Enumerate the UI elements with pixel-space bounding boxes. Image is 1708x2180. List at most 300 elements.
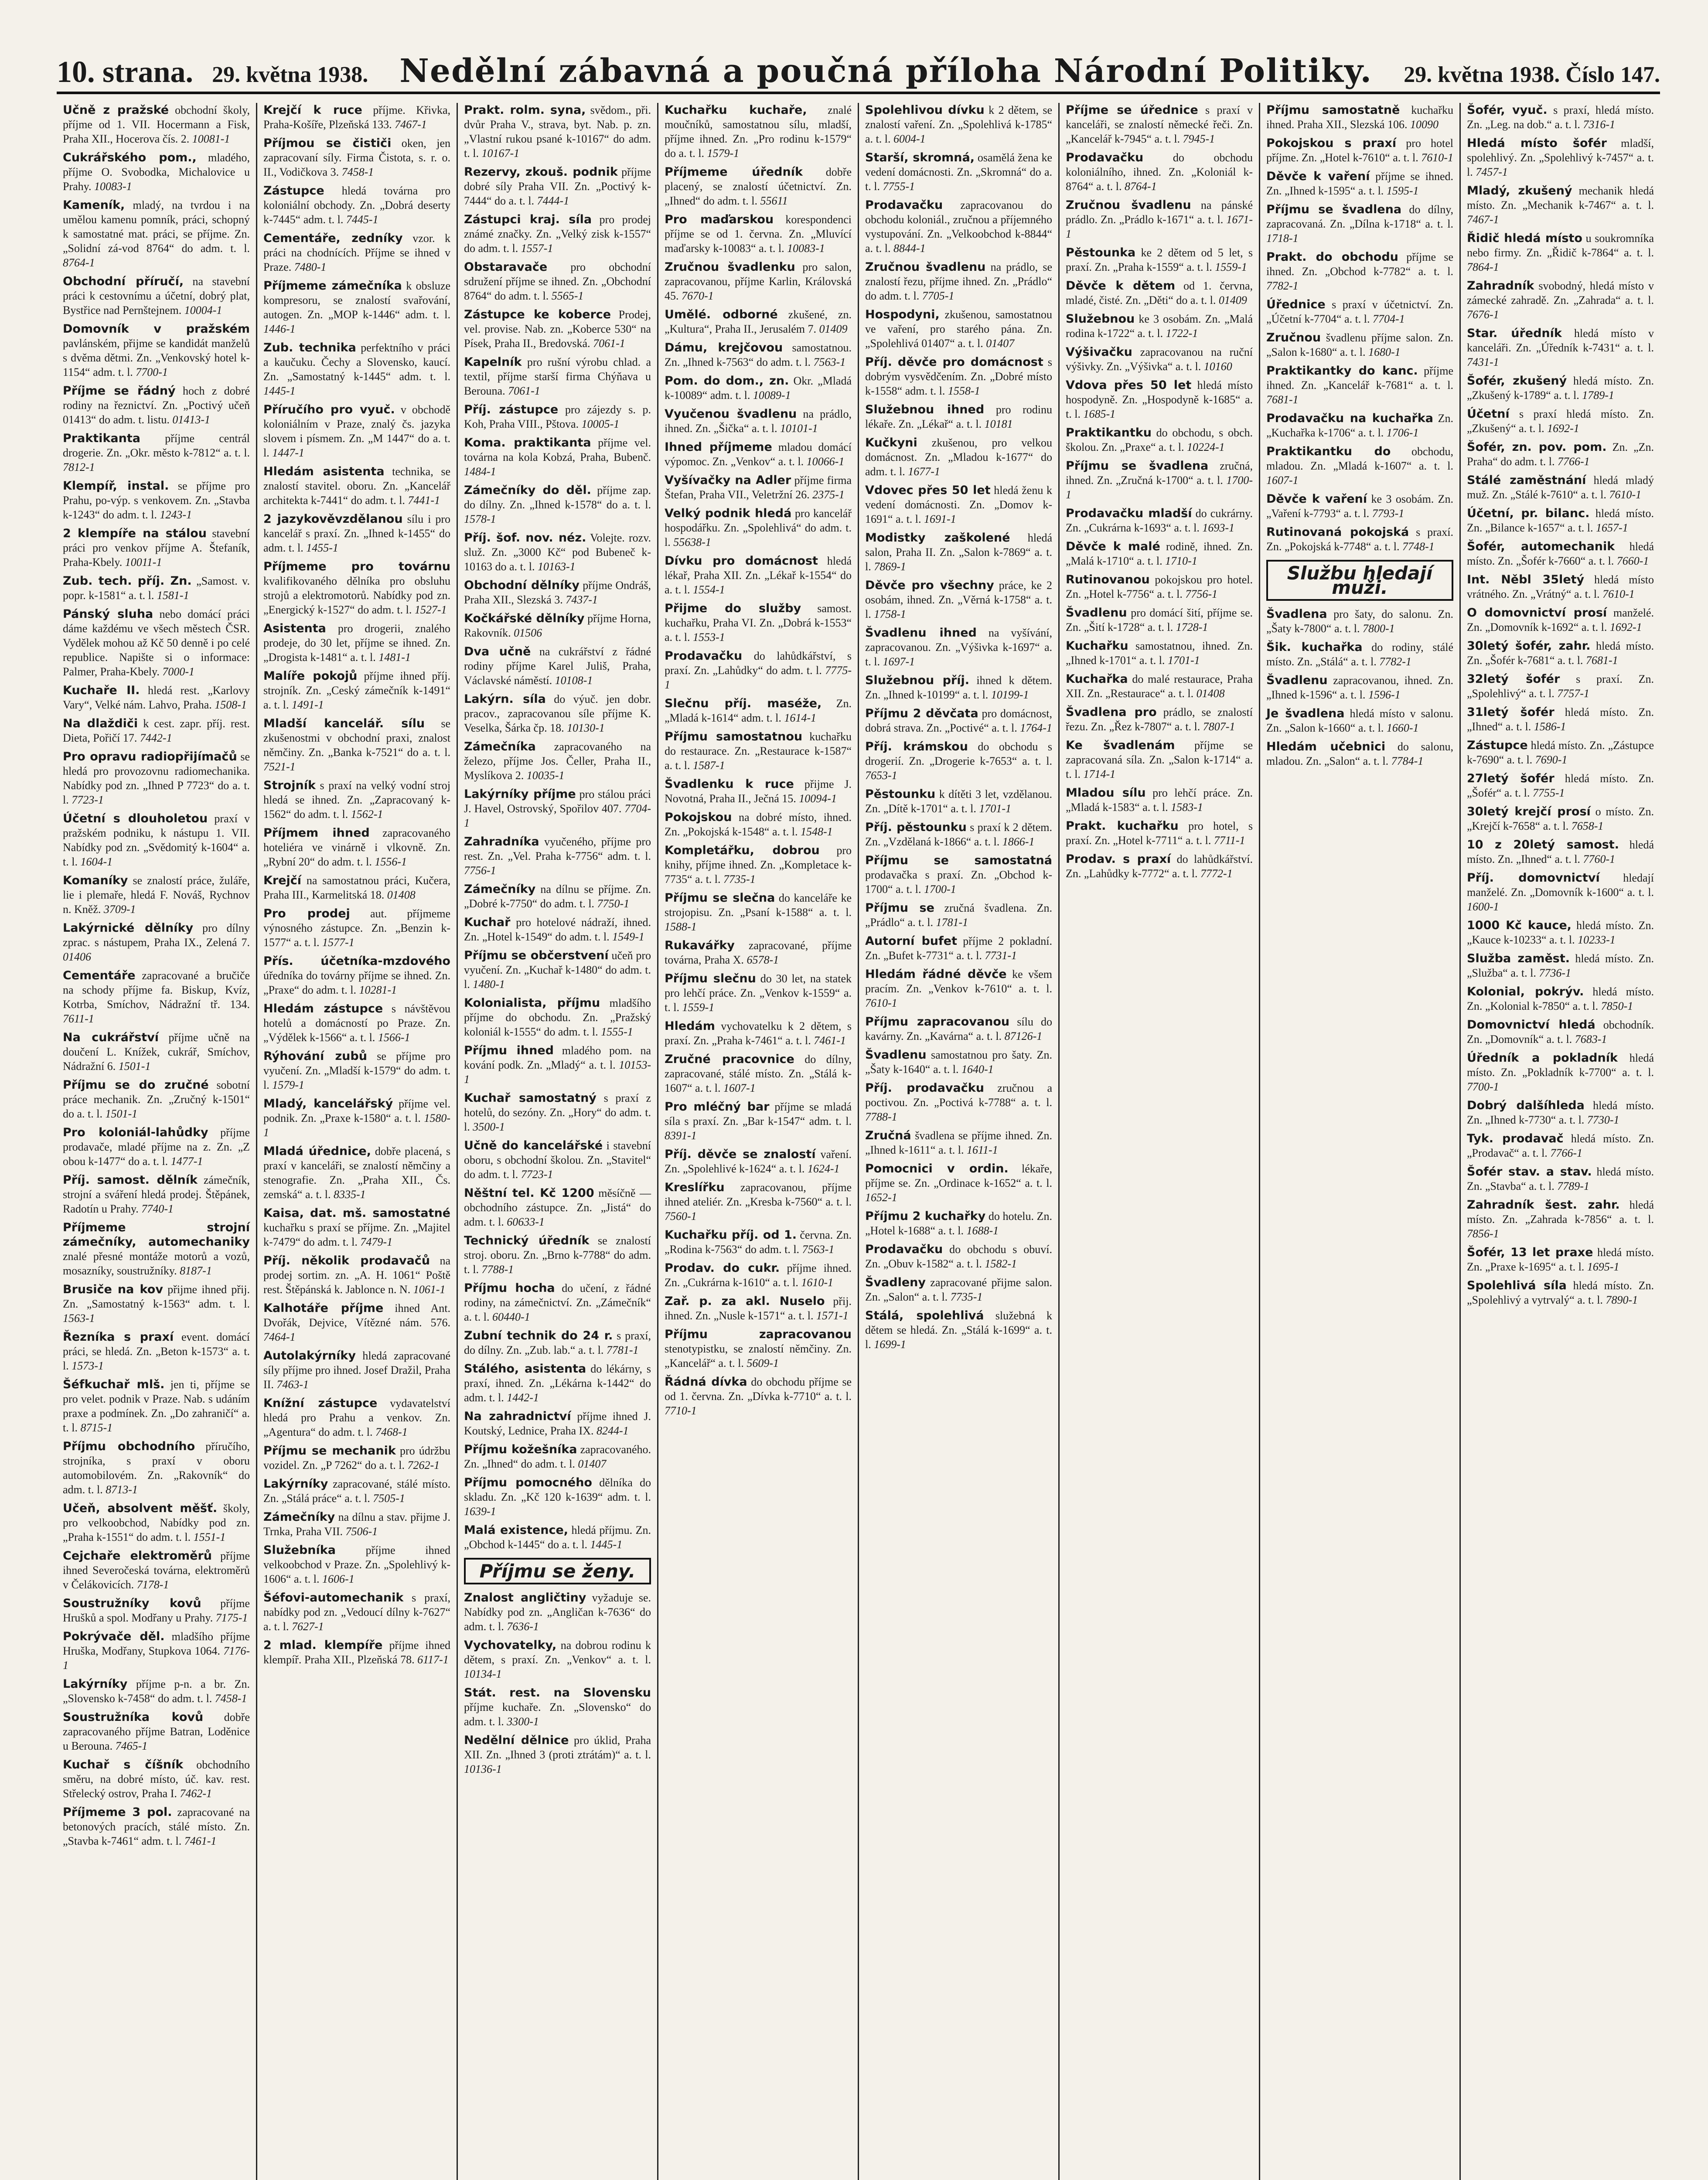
classified-ad	[1266, 250, 1453, 293]
classified-ad	[1066, 426, 1253, 454]
ad-heading: Zámečníky do děl.	[464, 484, 591, 497]
ad-heading: Švadlenu ihned	[865, 626, 977, 640]
classified-ad	[464, 1091, 651, 1134]
ad-text: pro domácí šití, příjme se. Zn. „Šití k-1728“ a. t. l.	[1066, 606, 1253, 634]
ad-code: 8187-1	[180, 1264, 212, 1277]
ad-heading: Kalhotáře příjme	[263, 1301, 384, 1315]
ad-code: 1559-1	[1215, 261, 1247, 273]
ad-code: 1606-1	[322, 1573, 355, 1585]
classified-ad	[464, 1043, 651, 1087]
ad-text: zapracovanou, ihned. Zn. „Ihned k-1596“ a. t. l.	[1266, 674, 1453, 701]
ad-text: na dílnu a stav. přijme J. Trnka, Praha VII.	[263, 1511, 450, 1538]
ad-heading: Příjmu obchodního	[63, 1440, 195, 1453]
ad-code: 1697-1	[883, 655, 915, 668]
ad-code: 1573-1	[72, 1359, 104, 1372]
ad-code: 1578-1	[464, 513, 496, 525]
ad-code: 7681-1	[1266, 393, 1299, 406]
ad-text: do rodiny, stálé místo. Zn. „Stálá“ a. t. l.	[1266, 641, 1453, 668]
column-5	[859, 103, 1060, 2180]
ad-text: hledá místo. Zn. „Kolonial k-7850“ a. t. l.	[1467, 985, 1654, 1012]
ad-code: 1566-1	[378, 1031, 410, 1044]
ad-code: 1764-1	[1020, 722, 1052, 734]
ad-heading: Int. Něbl 35letý	[1467, 573, 1585, 586]
ad-heading: 2 jazykověvzdělanou	[263, 512, 403, 526]
classified-ad	[464, 1523, 651, 1552]
ad-heading: Praktikantky do kanc.	[1266, 364, 1418, 378]
ad-heading: Rýhování zubů	[263, 1049, 367, 1063]
classified-ad	[63, 1677, 250, 1706]
ad-code: 60633-1	[507, 1216, 545, 1228]
ad-text: s praxí. Zn. „Spolehlivý“ a. t. l.	[1467, 673, 1654, 700]
ad-code: 01408	[387, 889, 416, 901]
ad-heading: Kuchařku příj. od 1.	[665, 1228, 797, 1242]
ad-heading: Stálá, spolehlivá	[865, 1309, 984, 1322]
ad-text: přijme J. Novotná, Praha II., Ječná 15.	[665, 778, 852, 805]
ad-heading: Pro maďarskou	[665, 213, 774, 226]
ad-code: 1554-1	[693, 583, 725, 596]
ad-text: oken, jen zapracovaní síly. Firma Čistota, s. r. o. II., Vodičkova 3.	[263, 137, 451, 178]
ad-text: do dílny, zapracované, stálé místo. Zn. „Stálá k-1607“ a. t. l.	[665, 1053, 852, 1094]
ad-code: 1706-1	[1386, 426, 1419, 439]
classified-ad	[1467, 804, 1654, 833]
ad-text: vyžaduje se. Nabídky pod zn. „Angličan k-7636“ do adm. t. l.	[464, 1591, 651, 1633]
ad-text: pro úklid, Praha XII. Zn. „Ihned 3 (proti ztrátám)“ a. t. l.	[464, 1734, 651, 1761]
classified-ad	[1467, 1131, 1654, 1160]
ad-heading: Příjme se řádný	[63, 384, 176, 398]
ad-text: prodavačka s praxí. Zn. „Obchod k-1700“ a. t. l.	[865, 869, 1052, 896]
ad-heading: Přijme do služby	[665, 602, 801, 615]
ad-text: obchodní školy, příjme od 1. VII. Hocermann a Fisk, Praha XII., Hocerova čís. 2.	[63, 104, 250, 145]
ad-heading: Obstaravače	[464, 260, 548, 274]
ad-heading: Prakt. kuchařku	[1066, 819, 1179, 833]
ad-text: příjme dobré síly Praha VII. Zn. „Poctivý k-7444“ do a. t. l.	[464, 166, 651, 207]
ad-code: 1481-1	[378, 651, 411, 664]
ad-text: zapracované přijme salon. Zn. „Salon“ a. t. l.	[865, 1276, 1053, 1303]
ad-heading: Spolehlivou dívku	[865, 103, 985, 117]
classified-ad	[665, 1052, 852, 1095]
ad-text: hledá místo. Zn. „Zkušený k-1789“ a. t. l.	[1467, 375, 1654, 402]
classified-ad	[865, 1242, 1052, 1271]
classified-ad	[464, 1362, 651, 1405]
ad-text: pro hotel příjme. Zn. „Hotel k-7610“ a. t. l.	[1266, 137, 1453, 164]
ad-code: 01409	[1218, 294, 1247, 307]
ad-heading: Prodavačku	[865, 198, 943, 212]
ad-text: stenotypistku, se znalostí němčiny. Zn. „Kancelář“ a. t. l.	[665, 1342, 852, 1369]
ad-code: 7479-1	[360, 1236, 393, 1248]
ad-heading: 30letý krejčí prosí	[1467, 805, 1591, 818]
ad-heading: Řidič hledá místo	[1467, 232, 1582, 245]
ad-text: pro knihy, příjme ihned. Zn. „Kompletace k-7735“ a. t. l.	[665, 844, 852, 886]
classified-ad	[263, 1349, 450, 1392]
ad-text: příjme vel. podnik. Zn. „Praxe k-1580“ a. t. l.	[263, 1097, 450, 1124]
ad-text: ke 2 dětem od 5 let, s praxí. Zn. „Praha k-1559“ a. t. l.	[1066, 246, 1253, 273]
ad-code: 1699-1	[874, 1338, 906, 1351]
ad-code: 1588-1	[665, 920, 697, 933]
ad-heading: Zástupci kraj. síla	[464, 213, 592, 226]
classified-ad	[1066, 245, 1253, 274]
ad-code: 7704-1	[464, 802, 651, 829]
ad-heading: Příjmeme strojní zámečníky, automechaniky	[63, 1221, 250, 1249]
ad-code: 1600-1	[1467, 900, 1499, 913]
classified-ad	[665, 407, 852, 436]
ad-heading: Kompletářku, dobrou	[665, 844, 820, 857]
ad-code: 7766-1	[1550, 1147, 1582, 1159]
classified-ad	[665, 103, 852, 160]
classified-ad	[63, 431, 250, 474]
ad-text: ke všem pracím. Zn. „Venkov k-7610“ a. t. l.	[865, 968, 1053, 995]
ad-text: příjme Ondráš, Praha XII., Slezská 3.	[464, 579, 651, 606]
ad-text: k cest. zapr. příj. rest. Dieta, Pořičí 17.	[63, 717, 250, 744]
ad-heading: Star. úředník	[1467, 327, 1562, 340]
ad-heading: Příj. děvče se znalostí	[665, 1148, 816, 1161]
classified-ad	[1467, 1051, 1654, 1094]
ad-heading: Zahradník šest. zahr.	[1467, 1198, 1620, 1212]
classified-ad	[665, 506, 852, 549]
classified-ad	[1066, 786, 1253, 814]
classified-ad	[263, 716, 450, 774]
ad-text: kuchařku do restaurace. Zn. „Restaurace k-1587“ a. t. l.	[665, 730, 852, 772]
ad-code: 01409	[819, 323, 848, 335]
ad-heading: Učně do kancelářské	[464, 1139, 603, 1152]
ad-code: 7444-1	[537, 194, 569, 207]
classified-ad	[464, 1409, 651, 1438]
ad-heading: Zař. p. za akl. Nuselo	[665, 1294, 825, 1308]
ad-text: hledá mladý muž. Zn. „Stálé k-7610“ a. t. l.	[1467, 474, 1654, 501]
ad-heading: Ke švadlenám	[1066, 739, 1175, 752]
classified-ad	[865, 531, 1052, 574]
ad-code: 01406	[63, 950, 91, 963]
ad-text: hledá místo v salonu. Zn. „Salon k-1660“ a. t. l.	[1266, 707, 1454, 734]
ad-heading: Hledám zástupce	[263, 1002, 383, 1015]
ad-heading: Prodavačku	[665, 649, 743, 663]
ad-text: korespondenci příjme se od 1. června. Zn. „Mluvící maďarsky k-10083“ a. t. l.	[665, 213, 852, 255]
ad-code: 10004-1	[184, 304, 222, 317]
ad-text: k dítěti 3 let, vzdělanou. Zn. „Dítě k-1701“ a. t. l.	[865, 788, 1053, 815]
ad-code: 7864-1	[1467, 261, 1499, 273]
ad-code: 7437-1	[566, 593, 598, 606]
ad-text: technika, se znalostí stavitel. oboru. Zn. „Kancelář architekta k-7441“ do adm. t. l.	[263, 465, 450, 507]
ad-heading: 30letý šofér, zahr.	[1467, 639, 1591, 653]
ad-code: 10233-1	[1578, 933, 1616, 946]
ad-text: hledá místo. Zn. „Šofér k-7681“ a. t. l.	[1467, 640, 1654, 667]
ad-heading: Kuchař	[464, 916, 511, 929]
ad-code: 7736-1	[1539, 967, 1572, 979]
ad-code: 1556-1	[375, 855, 407, 868]
ad-heading: Příjmu samostatnou	[665, 730, 803, 743]
ad-code: 1587-1	[693, 759, 725, 772]
ad-code: 1688-1	[966, 1224, 999, 1237]
ad-code: 10224-1	[1187, 441, 1225, 453]
column-1	[57, 103, 257, 2180]
ad-code: 1484-1	[464, 465, 496, 478]
ad-text: sílu i pro kancelář s praxí. Zn. „Ihned k-1455“ do adm. t. l.	[263, 513, 451, 554]
ad-heading: Úředník a pokladník	[1467, 1051, 1618, 1065]
classified-ad	[665, 649, 852, 692]
ad-heading: Malíře pokojů	[263, 669, 358, 683]
classified-ad	[263, 1301, 450, 1344]
ad-text: zapracovaného hoteliéra ve vinárně i vlkovně. Zn. „Rybní 20“ do adm. t. l.	[263, 827, 450, 868]
ad-heading: Pánský sluha	[63, 607, 153, 621]
ad-code: 7945-1	[1183, 133, 1215, 145]
classified-ad	[263, 1001, 450, 1045]
ad-heading: Učně z pražské	[63, 103, 169, 117]
ad-code: 7461-1	[814, 1034, 846, 1047]
ad-code: 01407	[986, 337, 1015, 350]
classified-ad	[1467, 1165, 1654, 1193]
classified-ad	[1066, 705, 1253, 734]
classified-ad	[464, 307, 651, 351]
ad-code: 1548-1	[800, 825, 833, 838]
ad-heading: Šofér, vyuč.	[1467, 103, 1548, 117]
ad-text: příjme se zapracovaná síla. Zn. „Salon k-1714“ a. t. l.	[1066, 739, 1253, 780]
classified-ad	[1266, 607, 1453, 636]
ad-heading: Něštní tel. Kč 1200	[464, 1186, 594, 1200]
ad-code: 1446-1	[263, 323, 296, 335]
ad-heading: Cukrářského pom.,	[63, 151, 197, 164]
classified-ad	[665, 1228, 852, 1257]
classified-ad	[263, 906, 450, 950]
ad-text: s praxí k 2 dětem. Zn. „Vzdělaná k-1866“ a. t. l.	[865, 821, 1052, 848]
ad-text: s praxí, do dílny. Zn. „Zub. lab.“ a. t. l.	[464, 1329, 651, 1356]
ad-text: do dílny, zapracovaná. Zn. „Dílna k-1718“ a. t. l.	[1266, 203, 1454, 230]
ad-heading: Obchodní dělníky	[464, 579, 580, 592]
classified-ad	[263, 873, 450, 902]
ad-code: 1695-1	[1587, 1260, 1619, 1273]
classified-ad	[865, 673, 1052, 702]
ad-heading: Příjmu pomocného	[464, 1476, 592, 1489]
ad-heading: Švadlenu	[1266, 674, 1328, 687]
ad-heading: Kolonialista, příjmu	[464, 996, 600, 1010]
classified-ad	[1066, 103, 1253, 146]
ad-code: 1610-1	[801, 1276, 834, 1289]
classified-ad	[63, 150, 250, 194]
ad-code: 7061-1	[508, 385, 540, 397]
ad-code: 1549-1	[612, 930, 644, 943]
ad-code: 1701-1	[1167, 654, 1200, 667]
ad-heading: Příjmeme úředník	[665, 165, 803, 179]
ad-text: s praxí, hledá místo. Zn. „Leg. na dob.“ a. t. l.	[1467, 104, 1654, 131]
ad-code: 10083-1	[787, 242, 825, 255]
ad-heading: Pom. do dom., zn.	[665, 374, 789, 388]
ad-text: pro rušní výrobu chlad. a textil, příjme starší firma Chýňava u Berouna.	[464, 356, 651, 397]
ad-heading: Příjmu se samostatná	[865, 854, 1052, 867]
ad-heading: Příjmem ihned	[263, 826, 370, 840]
classified-ad	[63, 479, 250, 522]
ad-text: švadlenu příjme salon. Zn. „Salon k-1680“ a. t. l.	[1266, 331, 1453, 358]
classified-ad	[263, 559, 450, 617]
date-right: 29. května 1938.	[1404, 62, 1560, 87]
ad-heading: Příjmu 2 děvčata	[865, 707, 978, 720]
ad-code: 1614-1	[784, 712, 817, 724]
ad-code: 10081-1	[192, 133, 230, 145]
ad-code: 1491-1	[292, 698, 324, 711]
ad-text: vzor. k práci na chodnících. Příjme se ihned v Praze.	[263, 232, 450, 273]
ad-heading: Brusiče na kov	[63, 1283, 163, 1296]
classified-ad	[63, 1220, 250, 1278]
ad-text: Okr. „Mladá k-10089“ adm. t. l.	[665, 375, 852, 402]
classified-ad	[865, 901, 1052, 930]
ad-text: příjme ihned velkoobchod v Praze. Zn. „Spolehlivý k-1606“ a. t. l.	[263, 1544, 450, 1585]
ad-heading: Švadlenku k ruce	[665, 777, 794, 791]
classified-ad	[1266, 444, 1453, 487]
classified-ad	[1467, 539, 1654, 568]
classified-ad	[1066, 378, 1253, 421]
ad-code: 3300-1	[507, 1715, 539, 1728]
classified-ad	[665, 1261, 852, 1290]
ad-code: 8391-1	[665, 1129, 697, 1142]
ad-heading: Děvče k vaření	[1266, 170, 1370, 183]
classified-ad	[263, 136, 450, 179]
ad-code: 1595-1	[1386, 184, 1419, 197]
ad-text: příjme vel. továrna na kola Kobzá, Praha, Bubenč.	[464, 436, 651, 463]
ad-code: 1692-1	[1547, 422, 1579, 435]
ad-code: 1718-1	[1266, 232, 1299, 245]
ad-text: hledá místo. Zn. „Služba“ a. t. l.	[1467, 952, 1654, 979]
ad-text: se hledá pro provozovnu radiomechanika. Nabídky pod zn. „Ihned P 7723“ do a. t. l.	[63, 750, 250, 806]
ad-text: se příjme pro Prahu, po-výp. s venkovem. Zn. „Stavba k-1243“ do adm. t. l.	[63, 480, 250, 521]
ad-code: 7000-1	[162, 665, 194, 678]
ad-heading: Služebníka	[263, 1543, 336, 1557]
ad-heading: 31letý šofér	[1467, 705, 1555, 719]
classified-ad	[1066, 606, 1253, 634]
ad-heading: 10 z 20letý samost.	[1467, 838, 1619, 852]
ad-heading: Kuchař samostatný	[464, 1091, 597, 1105]
ad-code: 1680-1	[1368, 346, 1401, 358]
ad-code: 1710-1	[1165, 555, 1197, 567]
classified-ad	[865, 820, 1052, 849]
classified-ad	[263, 1049, 450, 1092]
ad-text: Zn. „Zn. Praha“ do adm. t. l.	[1467, 441, 1654, 468]
classified-ad	[1467, 1245, 1654, 1274]
ad-heading: Řezníka s praxí	[63, 1330, 174, 1344]
classified-ad	[1467, 1198, 1654, 1241]
ad-code: 1557-1	[521, 242, 553, 255]
ad-code: 1447-1	[272, 446, 304, 459]
ad-heading: 2 mlad. klempíře	[263, 1638, 383, 1652]
ad-code: 10090	[1410, 118, 1439, 131]
classified-ad	[1467, 374, 1654, 402]
classified-ad	[63, 1596, 250, 1625]
classified-ad	[464, 1186, 651, 1229]
ad-code: 10153-1	[464, 1059, 651, 1086]
ad-code: 1559-1	[682, 1001, 715, 1014]
classified-ad	[63, 1030, 250, 1073]
ad-text: přij. ihned. Zn. „Nusle k-1571“ a. t. l.	[665, 1295, 852, 1322]
classified-ad	[63, 1282, 250, 1325]
ad-code: 1555-1	[601, 1025, 633, 1038]
classified-ad	[464, 611, 651, 640]
ad-text: sobotní práce mechanik. Zn. „Zručný k-1501“ do a. t. l.	[63, 1079, 250, 1120]
classified-ad	[1266, 364, 1453, 407]
ad-text: pokojskou pro hotel. Zn. „Hotel k-7756“ a. t. l.	[1066, 573, 1253, 600]
classified-ad	[1467, 103, 1654, 132]
classified-ad	[1467, 326, 1654, 369]
ad-code: 7784-1	[1391, 755, 1424, 767]
ad-code: 7316-1	[1583, 118, 1616, 131]
ad-code: 87126-1	[1004, 1030, 1043, 1042]
ad-code: 7431-1	[1467, 356, 1499, 368]
ad-code: 7788-1	[481, 1263, 514, 1276]
classified-ad	[1467, 771, 1654, 800]
ad-text: mladšího příjme Hruška, Modřany, Stupkova 1064.	[63, 1630, 250, 1657]
ad-text: mladší, spolehlivý. Zn. „Spolehlivý k-7457“ a. t. l.	[1467, 137, 1654, 178]
ad-heading: Příjmu se švadlena	[1266, 203, 1402, 216]
ad-heading: Příjmeme 3 pol.	[63, 1805, 172, 1819]
page-number: 10. strana.	[57, 55, 194, 89]
ad-code: 8715-1	[80, 1421, 113, 1434]
ad-heading: Cementáře, zedníky	[263, 232, 403, 245]
classified-ad	[263, 103, 450, 132]
ad-code: 7465-1	[115, 1740, 148, 1752]
ad-text: pro rodinu lékaře. Zn. „Lékař“ a. t. l.	[865, 403, 1052, 430]
ad-text: se znalostí stroj. oboru. Zn. „Brno k-7788“ do adm. t. l.	[464, 1234, 651, 1276]
classified-ad	[263, 512, 450, 555]
ad-heading: Pomocnici v ordin.	[865, 1162, 1009, 1175]
column-4	[658, 103, 859, 2180]
ad-text: pro údržbu vozidel. Zn. „P 7262“ do a. t. l.	[263, 1444, 451, 1472]
ad-text: pro stálou práci J. Havel, Ostrovský, Spořilov 407.	[464, 788, 651, 815]
classified-ad	[464, 103, 651, 160]
ad-text: do obchodu, s obch. školou. Zn. „Praxe“ a. t. l.	[1066, 426, 1253, 453]
ad-text: práce, ke 2 osobám, ihned. Zn. „Věrná k-1758“ a. t. l.	[865, 579, 1052, 620]
ad-text: do lahůdkářství, s praxí. Zn. „Lahůdky“ do adm. t. l.	[665, 650, 852, 677]
ad-heading: Služebnou ihned	[865, 403, 985, 416]
classified-ad	[1066, 345, 1253, 374]
classified-ad	[865, 853, 1052, 896]
ad-heading: Příjmu se mechanik	[263, 1444, 396, 1458]
classified-ad	[665, 1147, 852, 1176]
classified-ad	[263, 1638, 450, 1667]
ad-heading: Hledá místo šofér	[1467, 136, 1607, 150]
ad-code: 7700-1	[136, 366, 168, 378]
classified-ad	[63, 1501, 250, 1544]
ad-text: pro hotel, s praxí. Zn. „Hotel k-7711“ a. t. l.	[1066, 820, 1253, 847]
ad-code: 7781-1	[606, 1344, 639, 1356]
ad-code: 1571-1	[816, 1309, 849, 1322]
ad-code: 7658-1	[1571, 820, 1604, 832]
ad-heading: Příjmu se občerstvení	[464, 949, 609, 962]
ad-code: 2375-1	[812, 488, 845, 501]
ad-text: Zn. „Kuchařka k-1706“ a. t. l.	[1266, 412, 1454, 439]
ad-code: 1243-1	[160, 508, 192, 521]
ad-heading: Zručnou	[1266, 331, 1321, 344]
ad-code: 7458-1	[341, 166, 374, 178]
ad-heading: Zámečníka	[464, 740, 536, 753]
classified-ad	[1066, 198, 1253, 241]
ad-heading: Rutinovaná pokojská	[1266, 525, 1409, 539]
ad-text: znalé moučníků, samostatnou sílu, mladší, příjme ihned. Zn. „Pro rodinu k-1579“ do a. t. l.	[665, 104, 852, 160]
classified-ad	[665, 307, 852, 336]
classified-ad	[464, 915, 651, 944]
ad-heading: Kočkářské dělníky	[464, 612, 585, 625]
classified-ad	[665, 843, 852, 886]
ad-code: 7856-1	[1467, 1227, 1499, 1240]
column-8	[1461, 103, 1660, 2180]
classified-ad	[263, 1591, 450, 1634]
classified-ad	[865, 1308, 1052, 1352]
ad-code: 7730-1	[1587, 1114, 1619, 1126]
ad-text: hledá místo. Zn. „Prodavač“ a. t. l.	[1467, 1132, 1654, 1159]
ad-heading: Pro mléčný bar	[665, 1100, 770, 1114]
ad-code: 1700-1	[1066, 474, 1253, 501]
ad-code: 7756-1	[1185, 588, 1218, 600]
classified-ad	[464, 1733, 651, 1776]
ad-heading: Účetní	[1467, 407, 1510, 421]
ad-code: 5609-1	[747, 1357, 779, 1369]
ad-text: znalé přesné montáže motorů a vozů, mosazníky, soustružníky.	[63, 1250, 250, 1277]
classified-ad	[464, 787, 651, 830]
ad-heading: Šofér, zkušený	[1467, 374, 1567, 388]
